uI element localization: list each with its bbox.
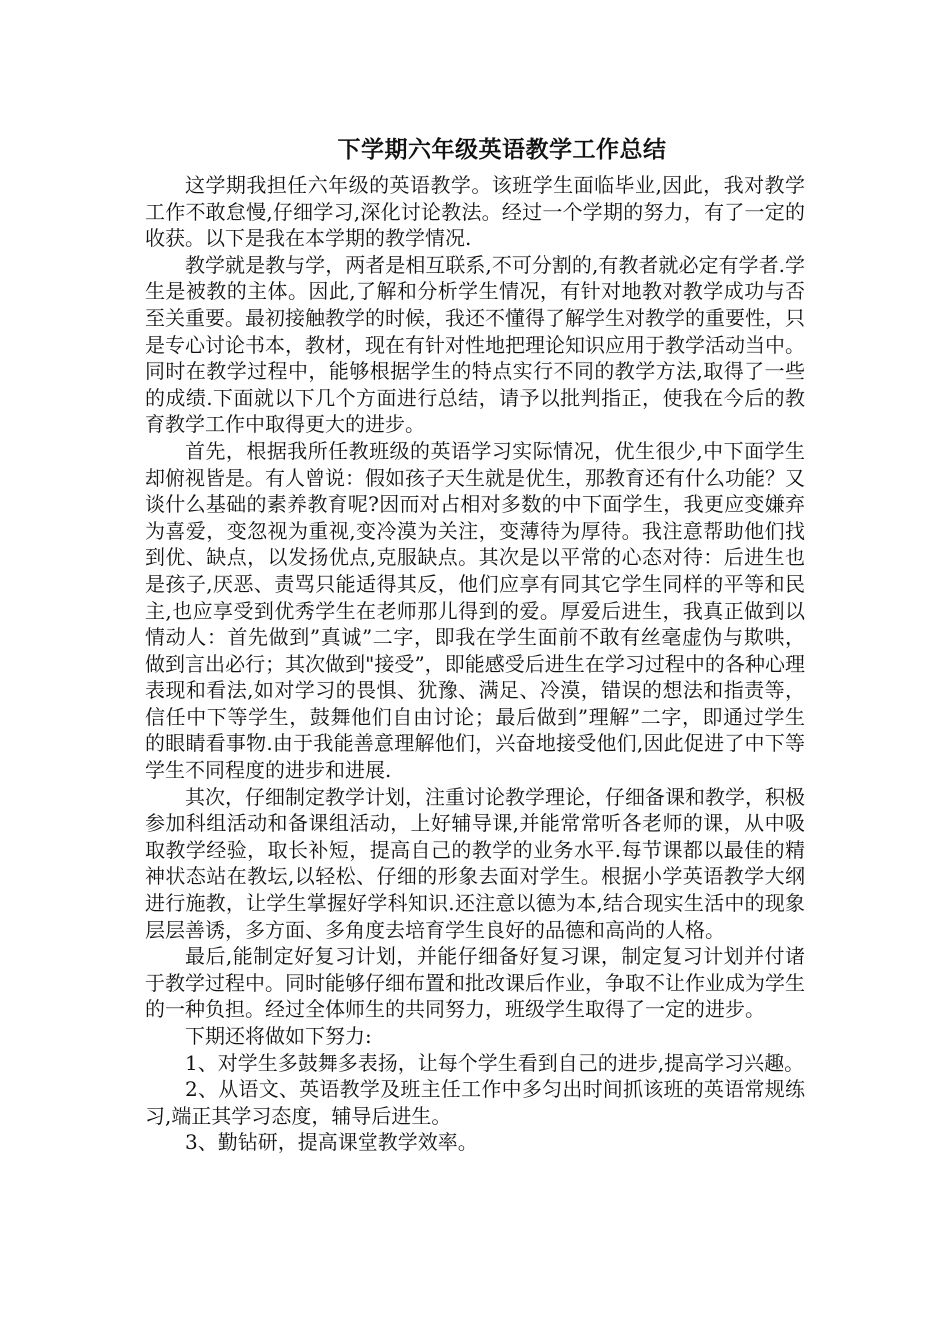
document-title: 下学期六年级英语教学工作总结 — [337, 137, 667, 163]
paragraph-second-point: 其次，仔细制定教学计划，注重讨论教学理论，仔细备课和教学，积极参加科组活动和备课组活动，上好辅导课,并能常常听各老师的课，从中吸取教学经验，取长补短，提高自己的教学的业务水平.每节课都以最佳的精神状态站在教坛,以轻松、仔细的形象去面对学生。根据小学英语教学大纲进行施教，让学生掌握好学科知识.还注意以德为本,结合现实生活中的现象层层善诱，多方面、多角度去培育学生良好的品德和高尚的人格。 — [145, 784, 805, 942]
paragraph-final-point: 最后,能制定好复习计划，并能仔细备好复习课，制定复习计划并付诸于教学过程中。同时能够仔细布置和批改课后作业，争取不让作业成为学生的一种负担。经过全体师生的共同努力，班级学生取得了一定的进步。 — [145, 944, 805, 1022]
paragraph-next-term-heading: 下期还将做如下努力: — [185, 1024, 372, 1048]
list-item-2: 2、从语文、英语教学及班主任工作中多匀出时间抓该班的英语常规练习,端正其学习态度，辅导后进生。 — [145, 1077, 805, 1128]
list-item-3: 3、勤钻研，提高课堂教学效率。 — [185, 1130, 478, 1155]
paragraph-intro: 这学期我担任六年级的英语教学。该班学生面临毕业,因此，我对教学工作不敢怠慢,仔细学习,深化讨论教法。经过一个学期的努力，有了一定的收获。以下是我在本学期的教学情况. — [145, 173, 805, 251]
document-body — [145, 172, 805, 1156]
list-item-1: 1、对学生多鼓舞多表扬，让每个学生看到自己的进步,提高学习兴趣。 — [185, 1050, 805, 1075]
paragraph-first-point: 首先，根据我所任教班级的英语学习实际情况，优生很少,中下面学生却俯视皆是。有人曾说：假如孩子天生就是优生，那教育还有什么功能？又谈什么基础的素养教育呢?因而对占相对多数的中下面学生，我更应变嫌弃为喜爱，变忽视为重视,变冷漠为关注，变薄待为厚待。我注意帮助他们找到优、缺点，以发扬优点,克服缺点。其次是以平常的心态对待：后进生也是孩子,厌恶、责骂只能适得其反，他们应享有同其它学生同样的平等和民主,也应享受到优秀学生在老师那儿得到的爱。厚爱后进生，我真正做到以情动人：首先做到”真诚”二字，即我在学生面前不敢有丝毫虚伪与欺哄，做到言出必行；其次做到"接受”，即能感受后进生在学习过程中的各种心理表现和看法,如对学习的畏惧、犹豫、满足、冷漠，错误的想法和指责等，信任中下等学生，鼓舞他们自由讨论；最后做到”理解”二字，即通过学生的眼睛看事物.由于我能善意理解他们，兴奋地接受他们,因此促进了中下等学生不同程度的进步和进展. — [145, 438, 805, 783]
paragraph-teaching-learning: 教学就是教与学，两者是相互联系,不可分割的,有教者就必定有学者.学生是被教的主体。因此,了解和分析学生情况，有针对地教对教学成功与否至关重要。最初接触教学的时候，我还不懂得了解学生对教学的重要性，只是专心讨论书本，教材，现在有针对性地把理论知识应用于教学活动当中。同时在教学过程中，能够根据学生的特点实行不同的教学方法,取得了一些的成绩.下面就以下几个方面进行总结，请予以批判指正，使我在今后的教育教学工作中取得更大的进步。 — [145, 252, 805, 437]
